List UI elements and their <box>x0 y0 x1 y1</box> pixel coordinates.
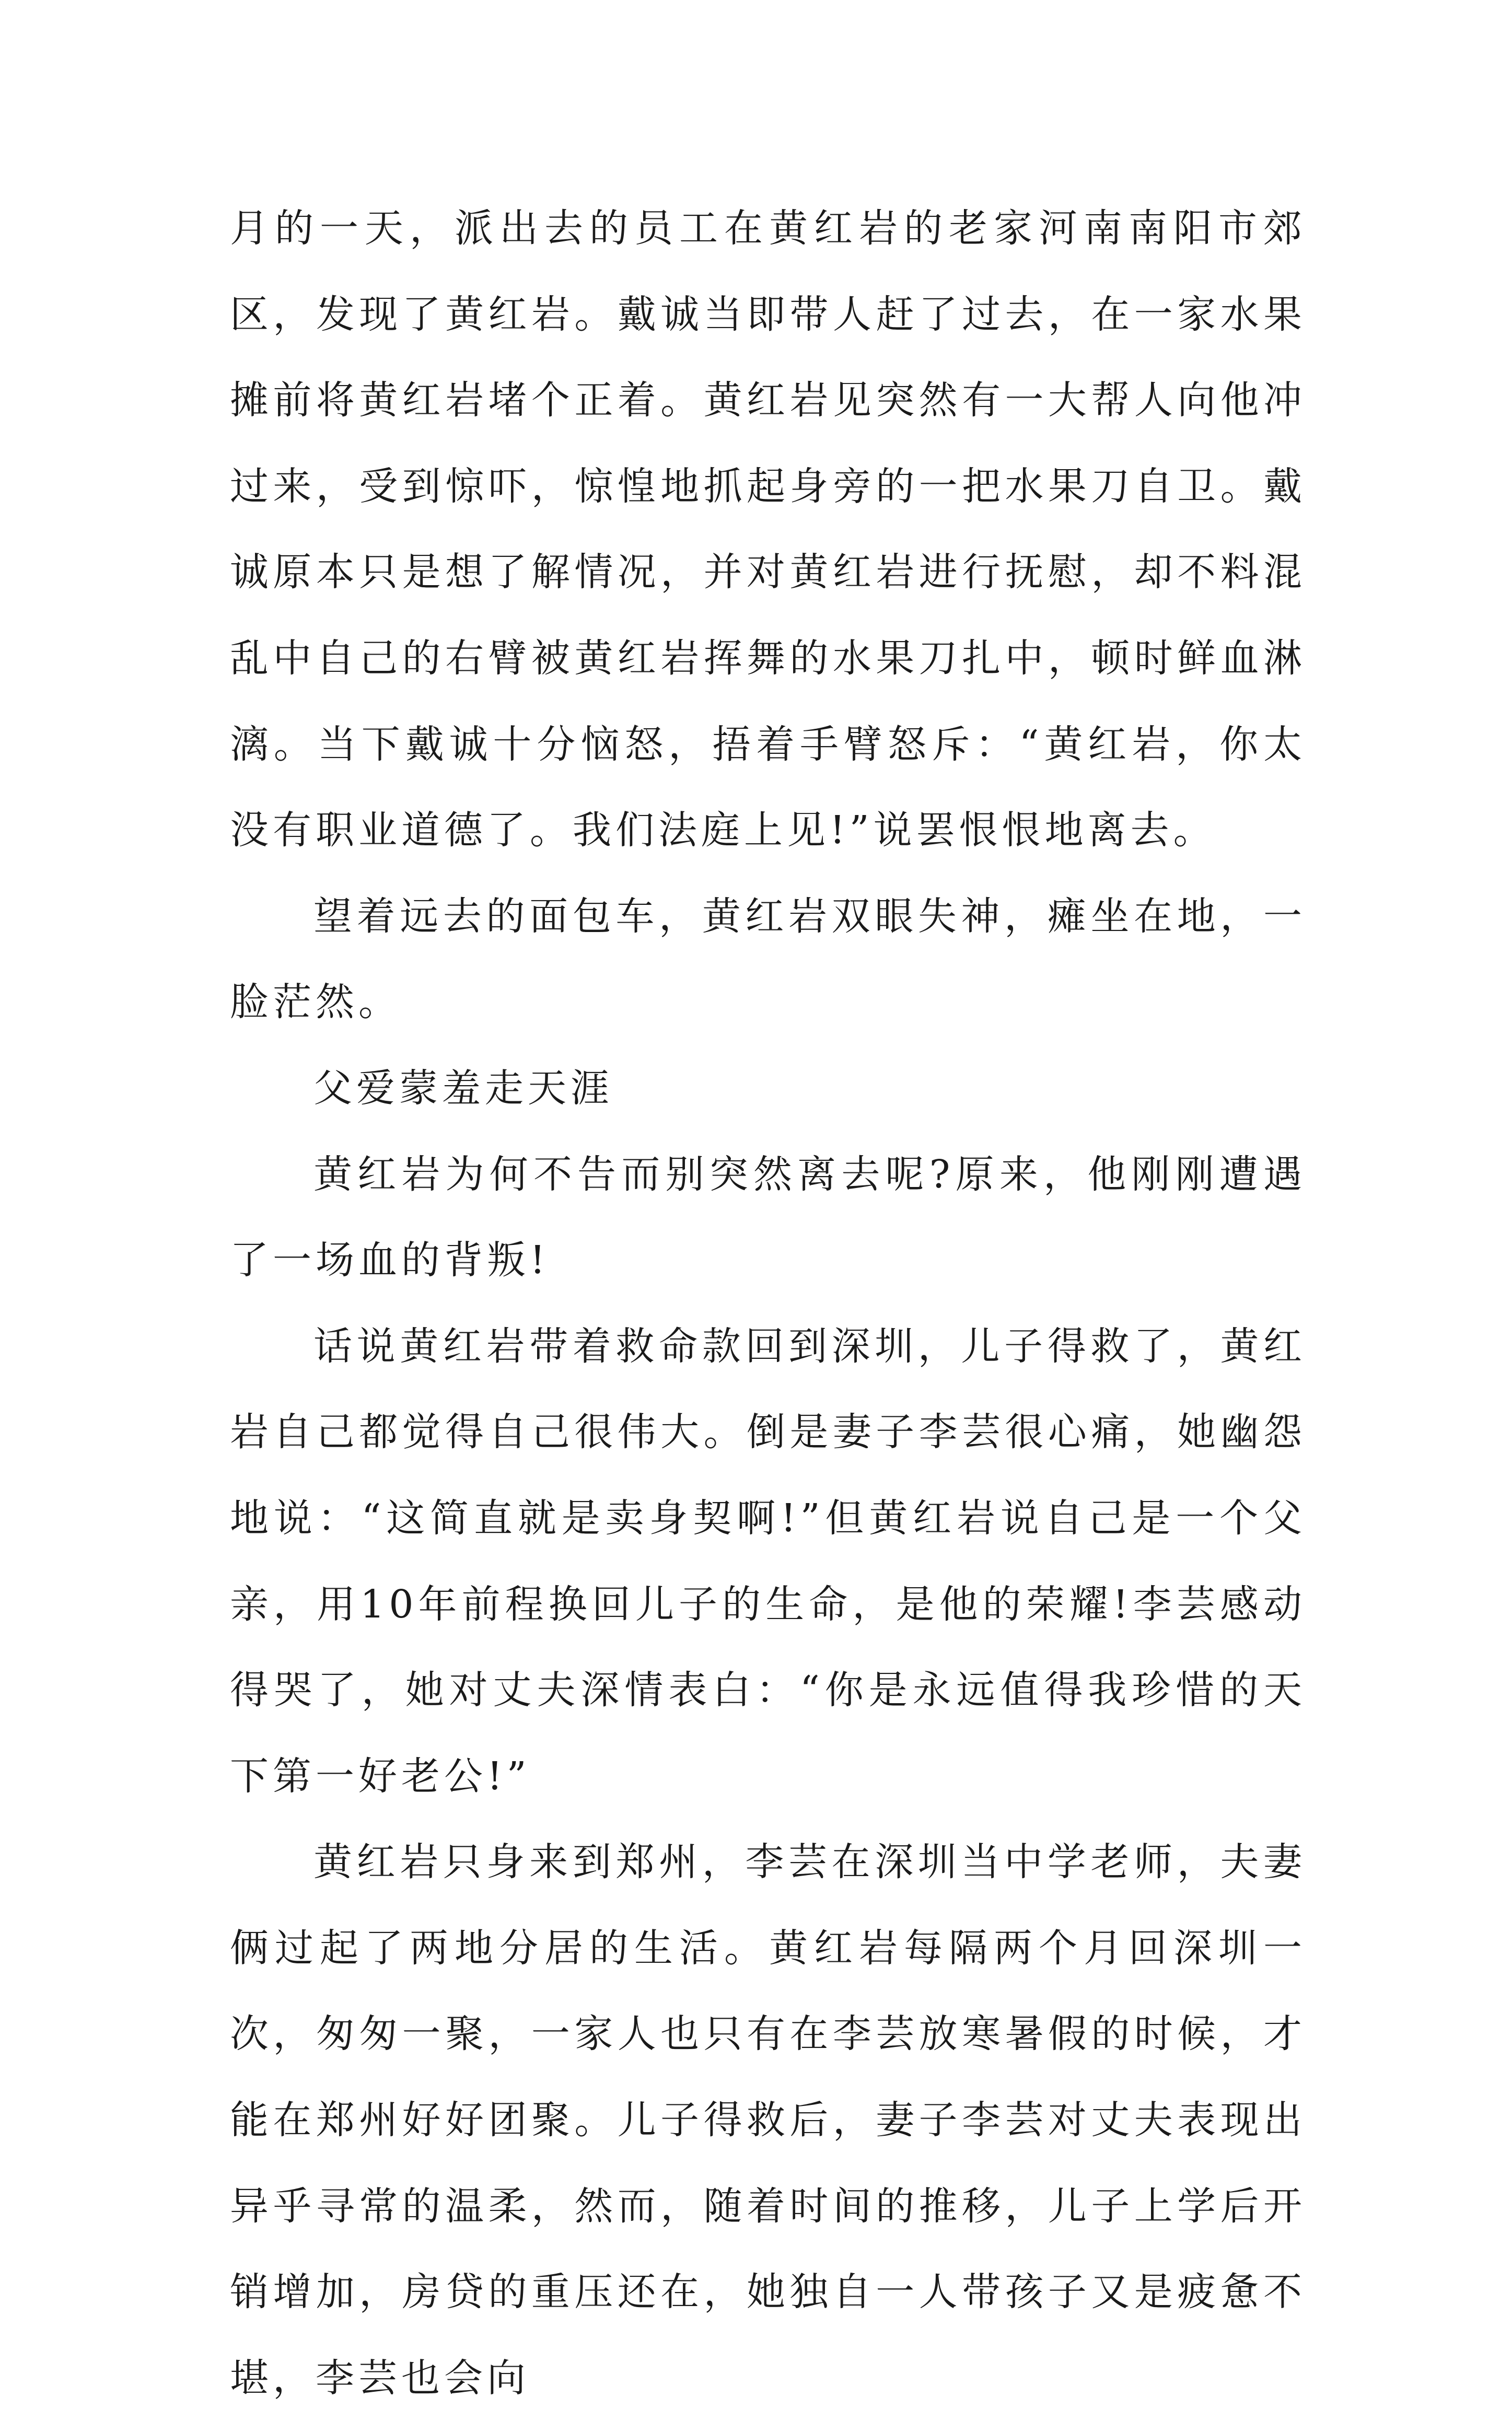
paragraph-4: 话说黄红岩带着救命款回到深圳，儿子得救了，黄红岩自己都觉得自己很伟大。倒是妻子李芸很心痛，她幽怨地说：“这简直就是卖身契啊!”但黄红岩说自己是一个父亲，用10年前程换回儿子的生命，是他的荣耀!李芸感动得哭了，她对丈夫深情表白：“你是永远值得我珍惜的天下第一好老公!” <box>230 1323 1306 1799</box>
document-body <box>230 185 1306 2421</box>
paragraph-2: 望着远去的面包车，黄红岩双眼失神，瘫坐在地，一脸茫然。 <box>230 893 1306 1025</box>
paragraph-5: 黄红岩只身来到郑州，李芸在深圳当中学老师，夫妻俩过起了两地分居的生活。黄红岩每隔两个月回深圳一次，匆匆一聚，一家人也只有在李芸放寒暑假的时候，才能在郑州好好团聚。儿子得救后，妻子李芸对丈夫表现出异乎寻常的温柔，然而，随着时间的推移，儿子上学后开销增加，房贷的重压还在，她独自一人带孩子又是疲惫不堪，李芸也会向 <box>230 1840 1306 2401</box>
paragraph-3: 黄红岩为何不告而别突然离去呢?原来，他刚刚遭遇了一场血的背叛! <box>230 1151 1306 1283</box>
section-heading: 父爱蒙羞走天涯 <box>313 1065 613 1111</box>
paragraph-1: 月的一天，派出去的员工在黄红岩的老家河南南阳市郊区，发现了黄红岩。戴诚当即带人赶了过去，在一家水果摊前将黄红岩堵个正着。黄红岩见突然有一大帮人向他冲过来，受到惊吓，惊惶地抓起身旁的一把水果刀自卫。戴诚原本只是想了解情况，并对黄红岩进行抚慰，却不料混乱中自己的右臂被黄红岩挥舞的水果刀扎中，顿时鲜血淋漓。当下戴诚十分恼怒，捂着手臂怒斥：“黄红岩，你太没有职业道德了。我们法庭上见!”说罢恨恨地离去。 <box>230 206 1306 853</box>
